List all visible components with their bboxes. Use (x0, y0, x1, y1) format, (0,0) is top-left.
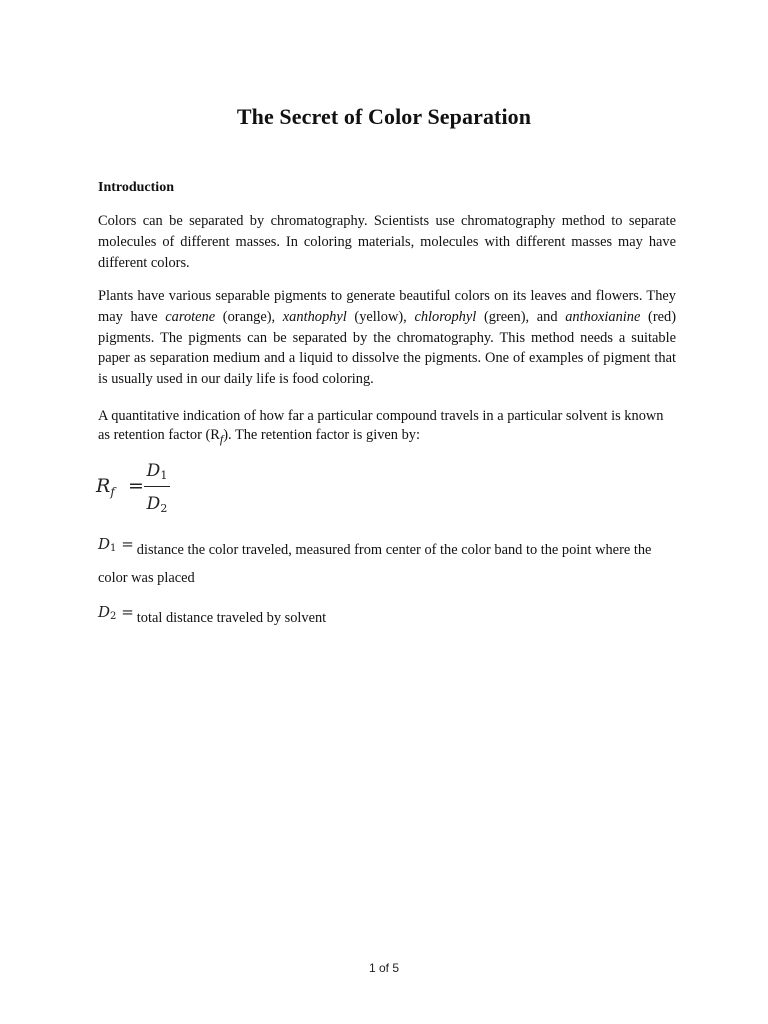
numerator-symbol: D (146, 461, 161, 481)
numerator-subscript: 1 (160, 469, 168, 482)
pigment-term-chlorophyl: chlorophyl (414, 308, 477, 325)
paragraph-text: ). The retention factor is given by: (223, 426, 420, 443)
paragraph-retention-factor (98, 407, 676, 448)
retention-factor-formula (96, 458, 216, 518)
d1-subscript: 1 (110, 543, 117, 554)
definition-d2 (98, 603, 678, 633)
formula-fraction (144, 458, 170, 517)
d2-equals: = (121, 603, 134, 621)
paragraph-text: (yellow), (346, 308, 415, 325)
paragraph-text: (red) pigments. The pigments can be separated by the chromatography. This method needs a suitable paper as separation medium and a liquid to dissolve the pigments. One of examples of pigment that is usually used in our daily life is food coloring. (98, 308, 677, 388)
section-heading-introduction: Introduction (98, 180, 174, 195)
definition-d1-symbol (98, 535, 134, 553)
definition-d2-text: total distance traveled by solvent (136, 610, 327, 626)
fraction-bar (144, 486, 170, 487)
formula-numerator (144, 458, 170, 484)
paragraph-text: (green), and (476, 308, 566, 325)
d2-letter: D (98, 603, 111, 621)
paragraph-text: A quantitative indication of how far a particular compound travels in a particular solvent is known as retention factor (R (98, 408, 664, 443)
page-indicator: 1 of 5 (368, 961, 400, 975)
definition-d1 (98, 537, 678, 591)
definition-d2-symbol (98, 603, 134, 621)
pigment-term-carotene: carotene (165, 308, 216, 325)
document-title: The Secret of Color Separation (236, 104, 532, 129)
definition-d1-text: distance the color traveled, measured from center of the color band to the point where the color was placed (98, 542, 652, 586)
paragraph-text: Plants have various separable pigments to generate beautiful colors on its leaves and flowers. They may have (98, 288, 676, 325)
d1-equals: = (121, 535, 134, 553)
pigment-term-xanthophyl: xanthophyl (282, 308, 347, 325)
pigment-term-anthoxianine: anthoxianine (565, 308, 641, 325)
d2-subscript: 2 (110, 611, 117, 622)
paragraph-plant-pigments (98, 286, 676, 390)
denominator-subscript: 2 (160, 502, 168, 515)
paragraph-chromatography: Colors can be separated by chromatography. Scientists use chromatography method to separate molecules of different masses. In coloring materials, molecules with different masses may have different colors. (98, 213, 676, 271)
formula-lhs-subscript: f (110, 485, 115, 499)
formula-equals: = (128, 475, 144, 497)
d1-letter: D (98, 535, 111, 553)
formula-denominator (144, 491, 170, 517)
denominator-symbol: D (146, 494, 161, 514)
retention-factor-subscript: f (219, 431, 224, 446)
paragraph-text: (orange), (215, 308, 283, 325)
formula-lhs (96, 475, 115, 499)
formula-lhs-symbol: R (96, 475, 111, 497)
